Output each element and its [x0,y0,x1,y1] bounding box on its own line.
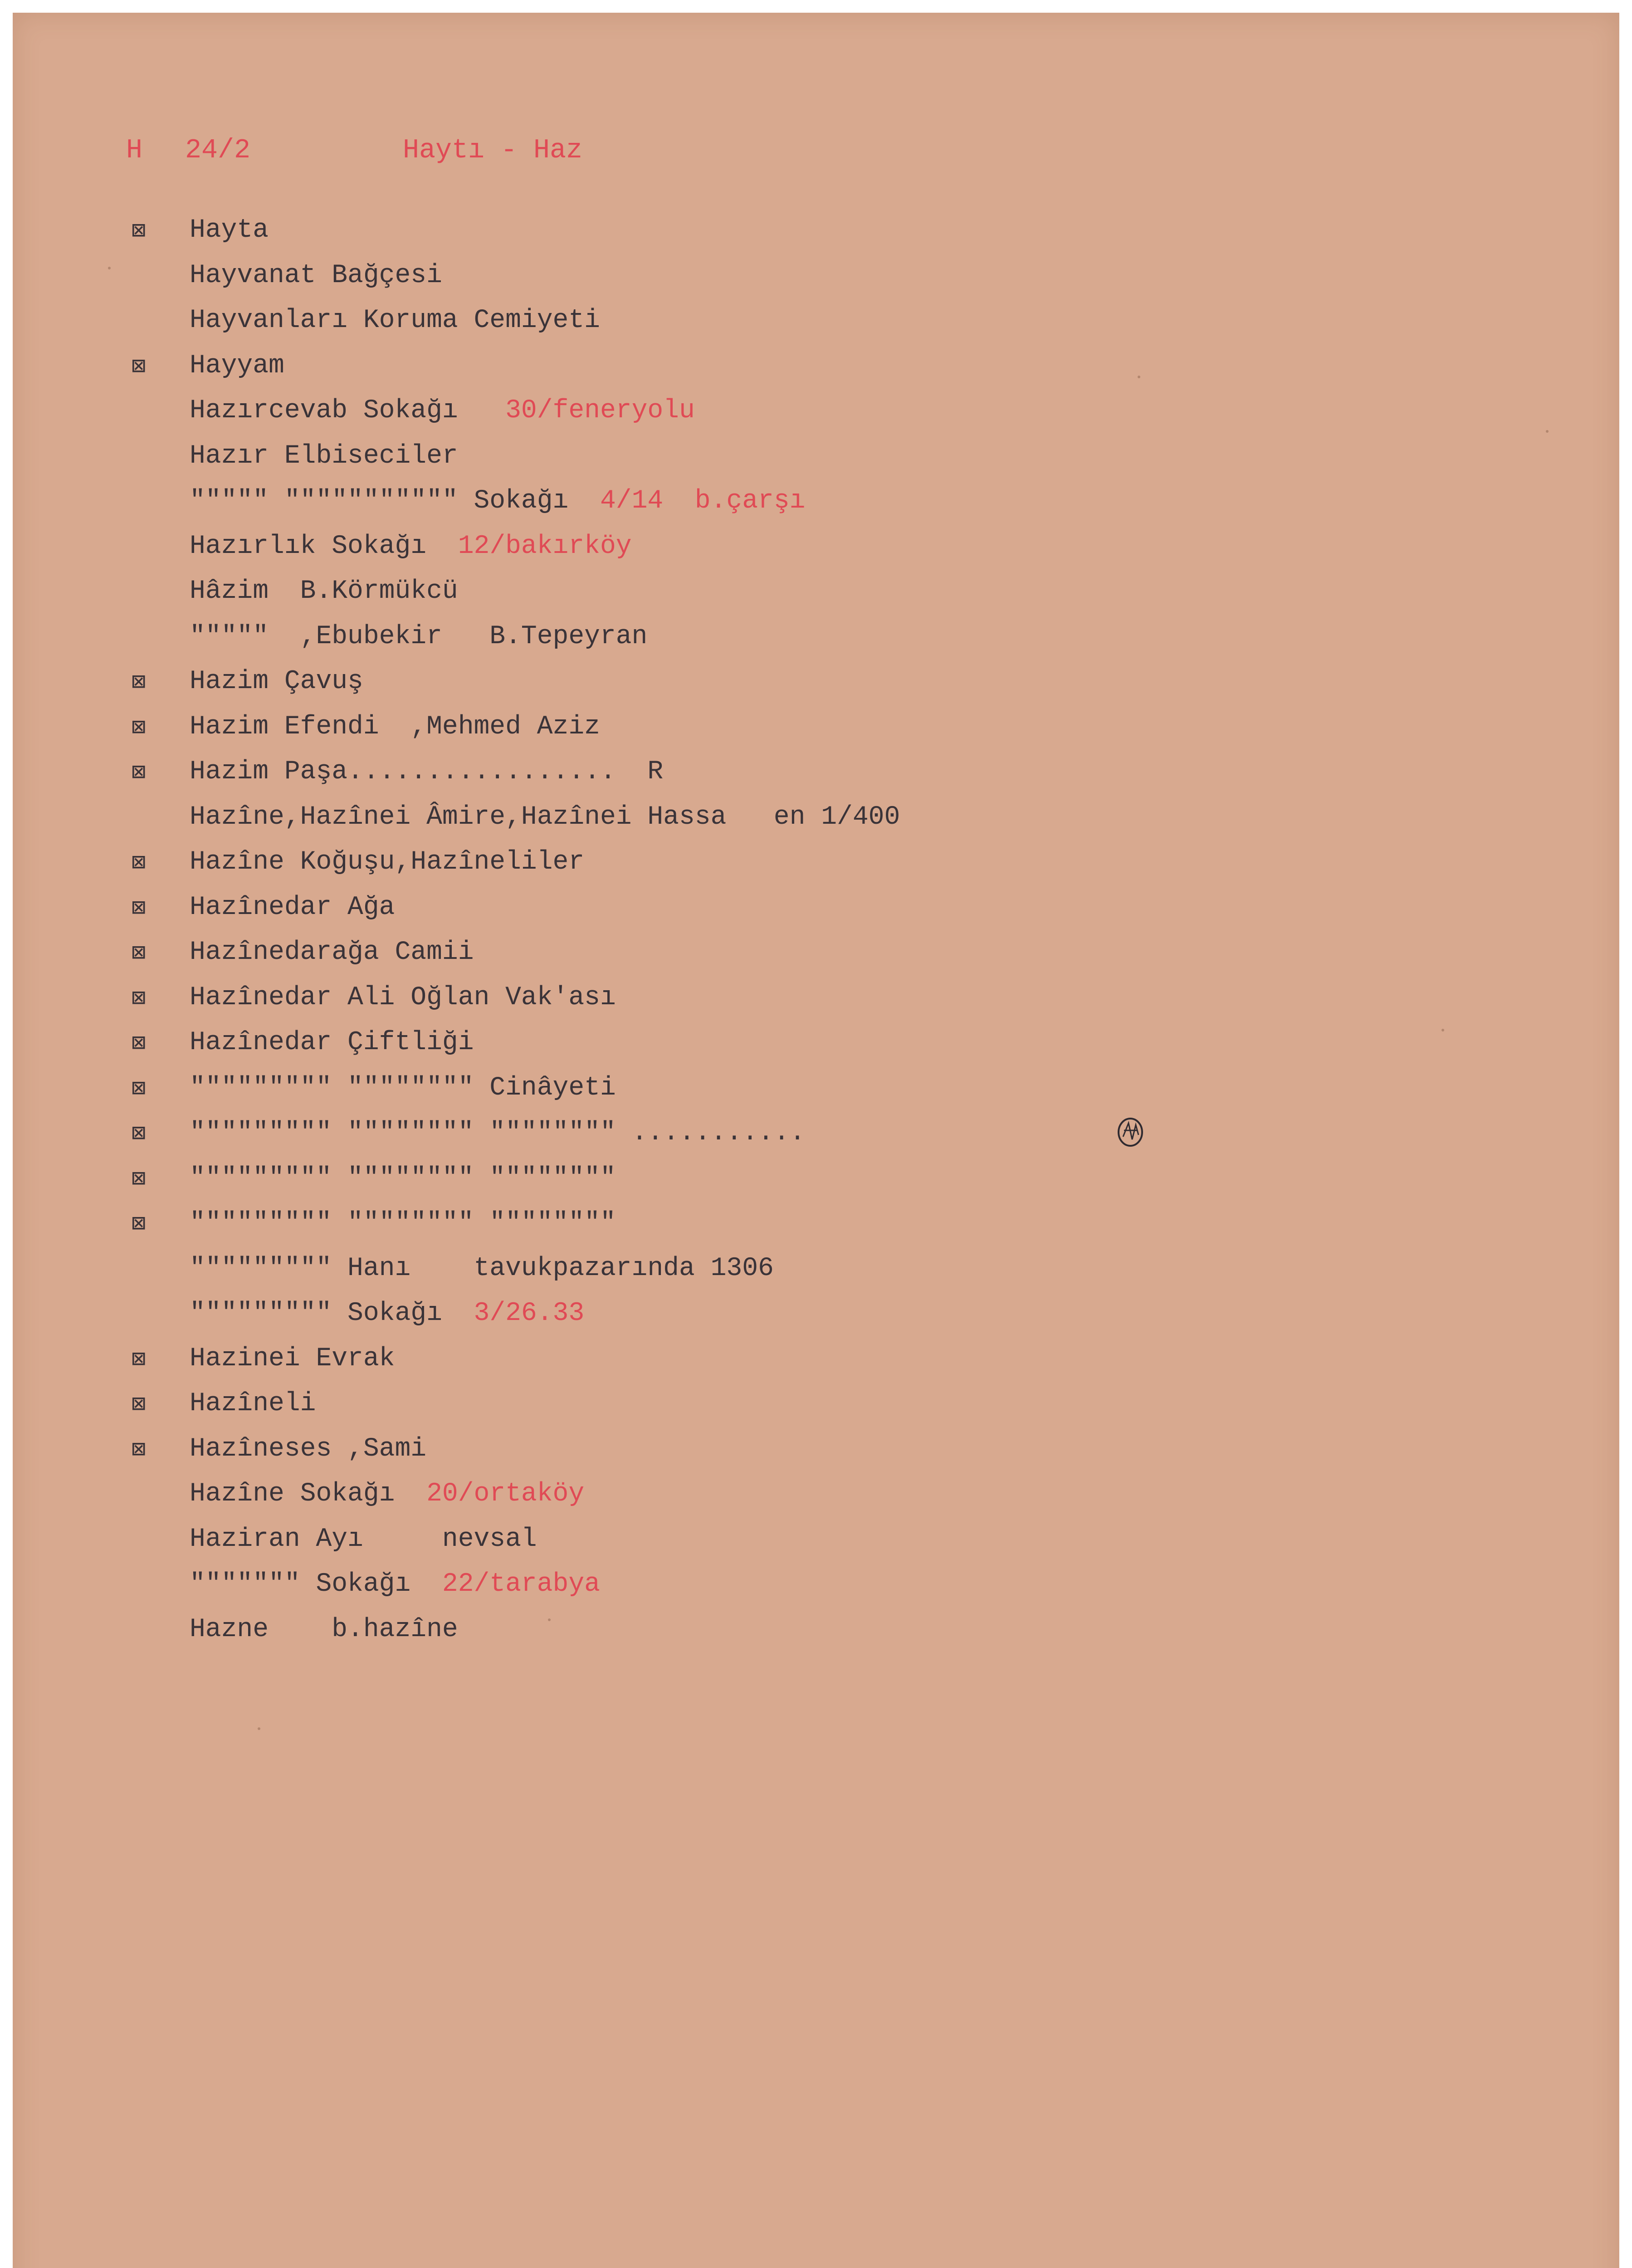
entry-row [13,524,1619,569]
entry-row [13,614,1619,660]
entry-text [190,343,284,389]
deleted-mark-icon: ⊠ [132,1074,146,1101]
entry-text [190,524,632,569]
entry-text [190,1471,584,1517]
entry-term: Hayvanları Koruma Cemiyeti [190,306,600,335]
entry-row [13,1246,1619,1291]
entry-term: """"""" Sokağı [190,1569,442,1599]
entry-row [13,749,1619,795]
deleted-mark-icon: ⊠ [132,352,146,379]
entry-row [13,434,1619,479]
entry-text [190,840,584,885]
entry-term: """"" """"""""""" Sokağı [190,486,600,516]
deleted-mark-icon: ⊠ [132,713,146,740]
entry-term: Hazînedar Ali Oğlan Vak'ası [190,982,616,1012]
entry-row [13,930,1619,975]
entry-text [190,388,695,434]
entry-term: Hayvanat Bağçesi [190,260,442,290]
entry-row [13,840,1619,885]
entry-text [190,1562,600,1607]
entry-term: Hazne b.hazîne [190,1614,458,1644]
deleted-mark-icon: ⊠ [132,1119,146,1146]
deleted-mark-icon: ⊠ [132,938,146,966]
entry-text [190,614,647,660]
entry-term: """"""""" Hanı tavukpazarında 1306 [190,1253,774,1283]
entry-location-note: 20/ortaköy [426,1479,585,1509]
scribble-stamp-icon [1115,1117,1146,1148]
entry-row [13,1427,1619,1472]
entry-text [190,1291,584,1336]
entry-term: Hazînedar Ağa [190,892,395,922]
heading-range: Haytı - Haz [403,135,583,166]
entry-term: Hazînedar Çiftliği [190,1028,474,1057]
entry-row [13,208,1619,253]
entry-row [13,659,1619,704]
index-card [13,13,1619,2268]
entry-text [190,1427,426,1472]
entry-text [190,1246,774,1291]
deleted-mark-icon: ⊠ [132,1164,146,1192]
entry-text [190,1156,616,1201]
entry-text [190,975,616,1021]
entry-row [13,479,1619,524]
entry-row [13,388,1619,434]
entry-row [13,975,1619,1021]
entry-row [13,298,1619,343]
heading-letter: H [126,135,143,166]
entry-row [13,1562,1619,1607]
entry-term: """"""""" """""""" """""""" ........... [190,1118,806,1148]
entry-term: Hazim Çavuş [190,667,363,696]
deleted-mark-icon: ⊠ [132,1209,146,1237]
entry-text [190,569,458,614]
entry-text [190,795,900,840]
entry-row [13,1336,1619,1382]
entry-term: Hazim Efendi ,Mehmed Aziz [190,712,600,742]
entry-term: Hazim Paşa................. R [190,757,664,787]
entry-row [13,1110,1619,1156]
deleted-mark-icon: ⊠ [132,983,146,1011]
deleted-mark-icon: ⊠ [132,1390,146,1417]
deleted-mark-icon: ⊠ [132,668,146,695]
deleted-mark-icon: ⊠ [132,893,146,921]
entry-term: Hazîneli [190,1389,316,1418]
entry-term: Hazîne Sokağı [190,1479,427,1509]
entry-text [190,749,663,795]
entry-text [190,1336,395,1382]
entry-text [190,885,395,930]
entry-text [190,930,474,975]
entry-text [190,1517,537,1562]
entry-term: Hazır Elbiseciler [190,441,458,471]
entry-text [190,1381,316,1427]
entry-location-note: 4/14 b.çarşı [600,486,806,516]
entry-term: Hayyam [190,351,284,381]
entry-row [13,1381,1619,1427]
entry-row [13,343,1619,389]
entry-row [13,253,1619,298]
entry-row [13,704,1619,750]
entry-row [13,569,1619,614]
entry-row [13,1201,1619,1246]
entry-text [190,1110,805,1156]
entry-term: Hazîne Koğuşu,Hazîneliler [190,847,585,877]
entry-term: Hazırcevab Sokağı [190,396,506,425]
entry-term: Hâzim B.Körmükcü [190,577,458,606]
entry-term: Haziran Ayı nevsal [190,1524,537,1554]
entry-location-note: 3/26.33 [474,1299,585,1328]
entry-text [190,659,363,704]
entry-text [190,208,269,253]
entry-term: Hayta [190,215,269,245]
entry-location-note: 30/feneryolu [505,396,695,425]
entry-text [190,1020,474,1066]
deleted-mark-icon: ⊠ [132,848,146,875]
entry-location-note: 12/bakırköy [458,531,632,561]
entry-row [13,1517,1619,1562]
entry-text [190,298,600,343]
entry-text [190,1201,616,1246]
entry-row [13,1471,1619,1517]
entry-row [13,1020,1619,1066]
entry-term: """"""""" """""""" """""""" [190,1208,616,1238]
entry-term: """"""""" Sokağı [190,1299,474,1328]
card-heading [126,135,583,176]
entry-term: Hazîne,Hazînei Âmire,Hazînei Hassa en 1/400 [190,802,900,832]
entry-term: Hazînedarağa Camii [190,938,474,967]
paper-speck [258,1727,260,1730]
heading-card-number: 24/2 [185,135,251,166]
entry-text [190,253,442,298]
entry-term: Hazîneses ,Sami [190,1434,427,1464]
entry-text [190,434,458,479]
deleted-mark-icon: ⊠ [132,1435,146,1462]
entry-text [190,704,600,750]
entry-term: """"""""" """""""" Cinâyeti [190,1073,616,1103]
deleted-mark-icon: ⊠ [132,758,146,785]
entry-term: Hazinei Evrak [190,1344,395,1374]
entry-term: """"""""" """""""" """""""" [190,1163,616,1193]
entry-row [13,1607,1619,1652]
entry-row [13,1156,1619,1201]
entry-term: """"" ,Ebubekir B.Tepeyran [190,621,648,651]
entry-text [190,479,805,524]
entry-row [13,885,1619,930]
deleted-mark-icon: ⊠ [132,1029,146,1056]
deleted-mark-icon: ⊠ [132,1344,146,1372]
deleted-mark-icon: ⊠ [132,216,146,244]
entry-row [13,1066,1619,1111]
entry-text [190,1607,458,1652]
entry-list [13,208,1619,1652]
entry-row [13,795,1619,840]
entry-text [190,1066,616,1111]
entry-term: Hazırlık Sokağı [190,531,458,561]
entry-row [13,1291,1619,1336]
entry-location-note: 22/tarabya [442,1569,600,1599]
